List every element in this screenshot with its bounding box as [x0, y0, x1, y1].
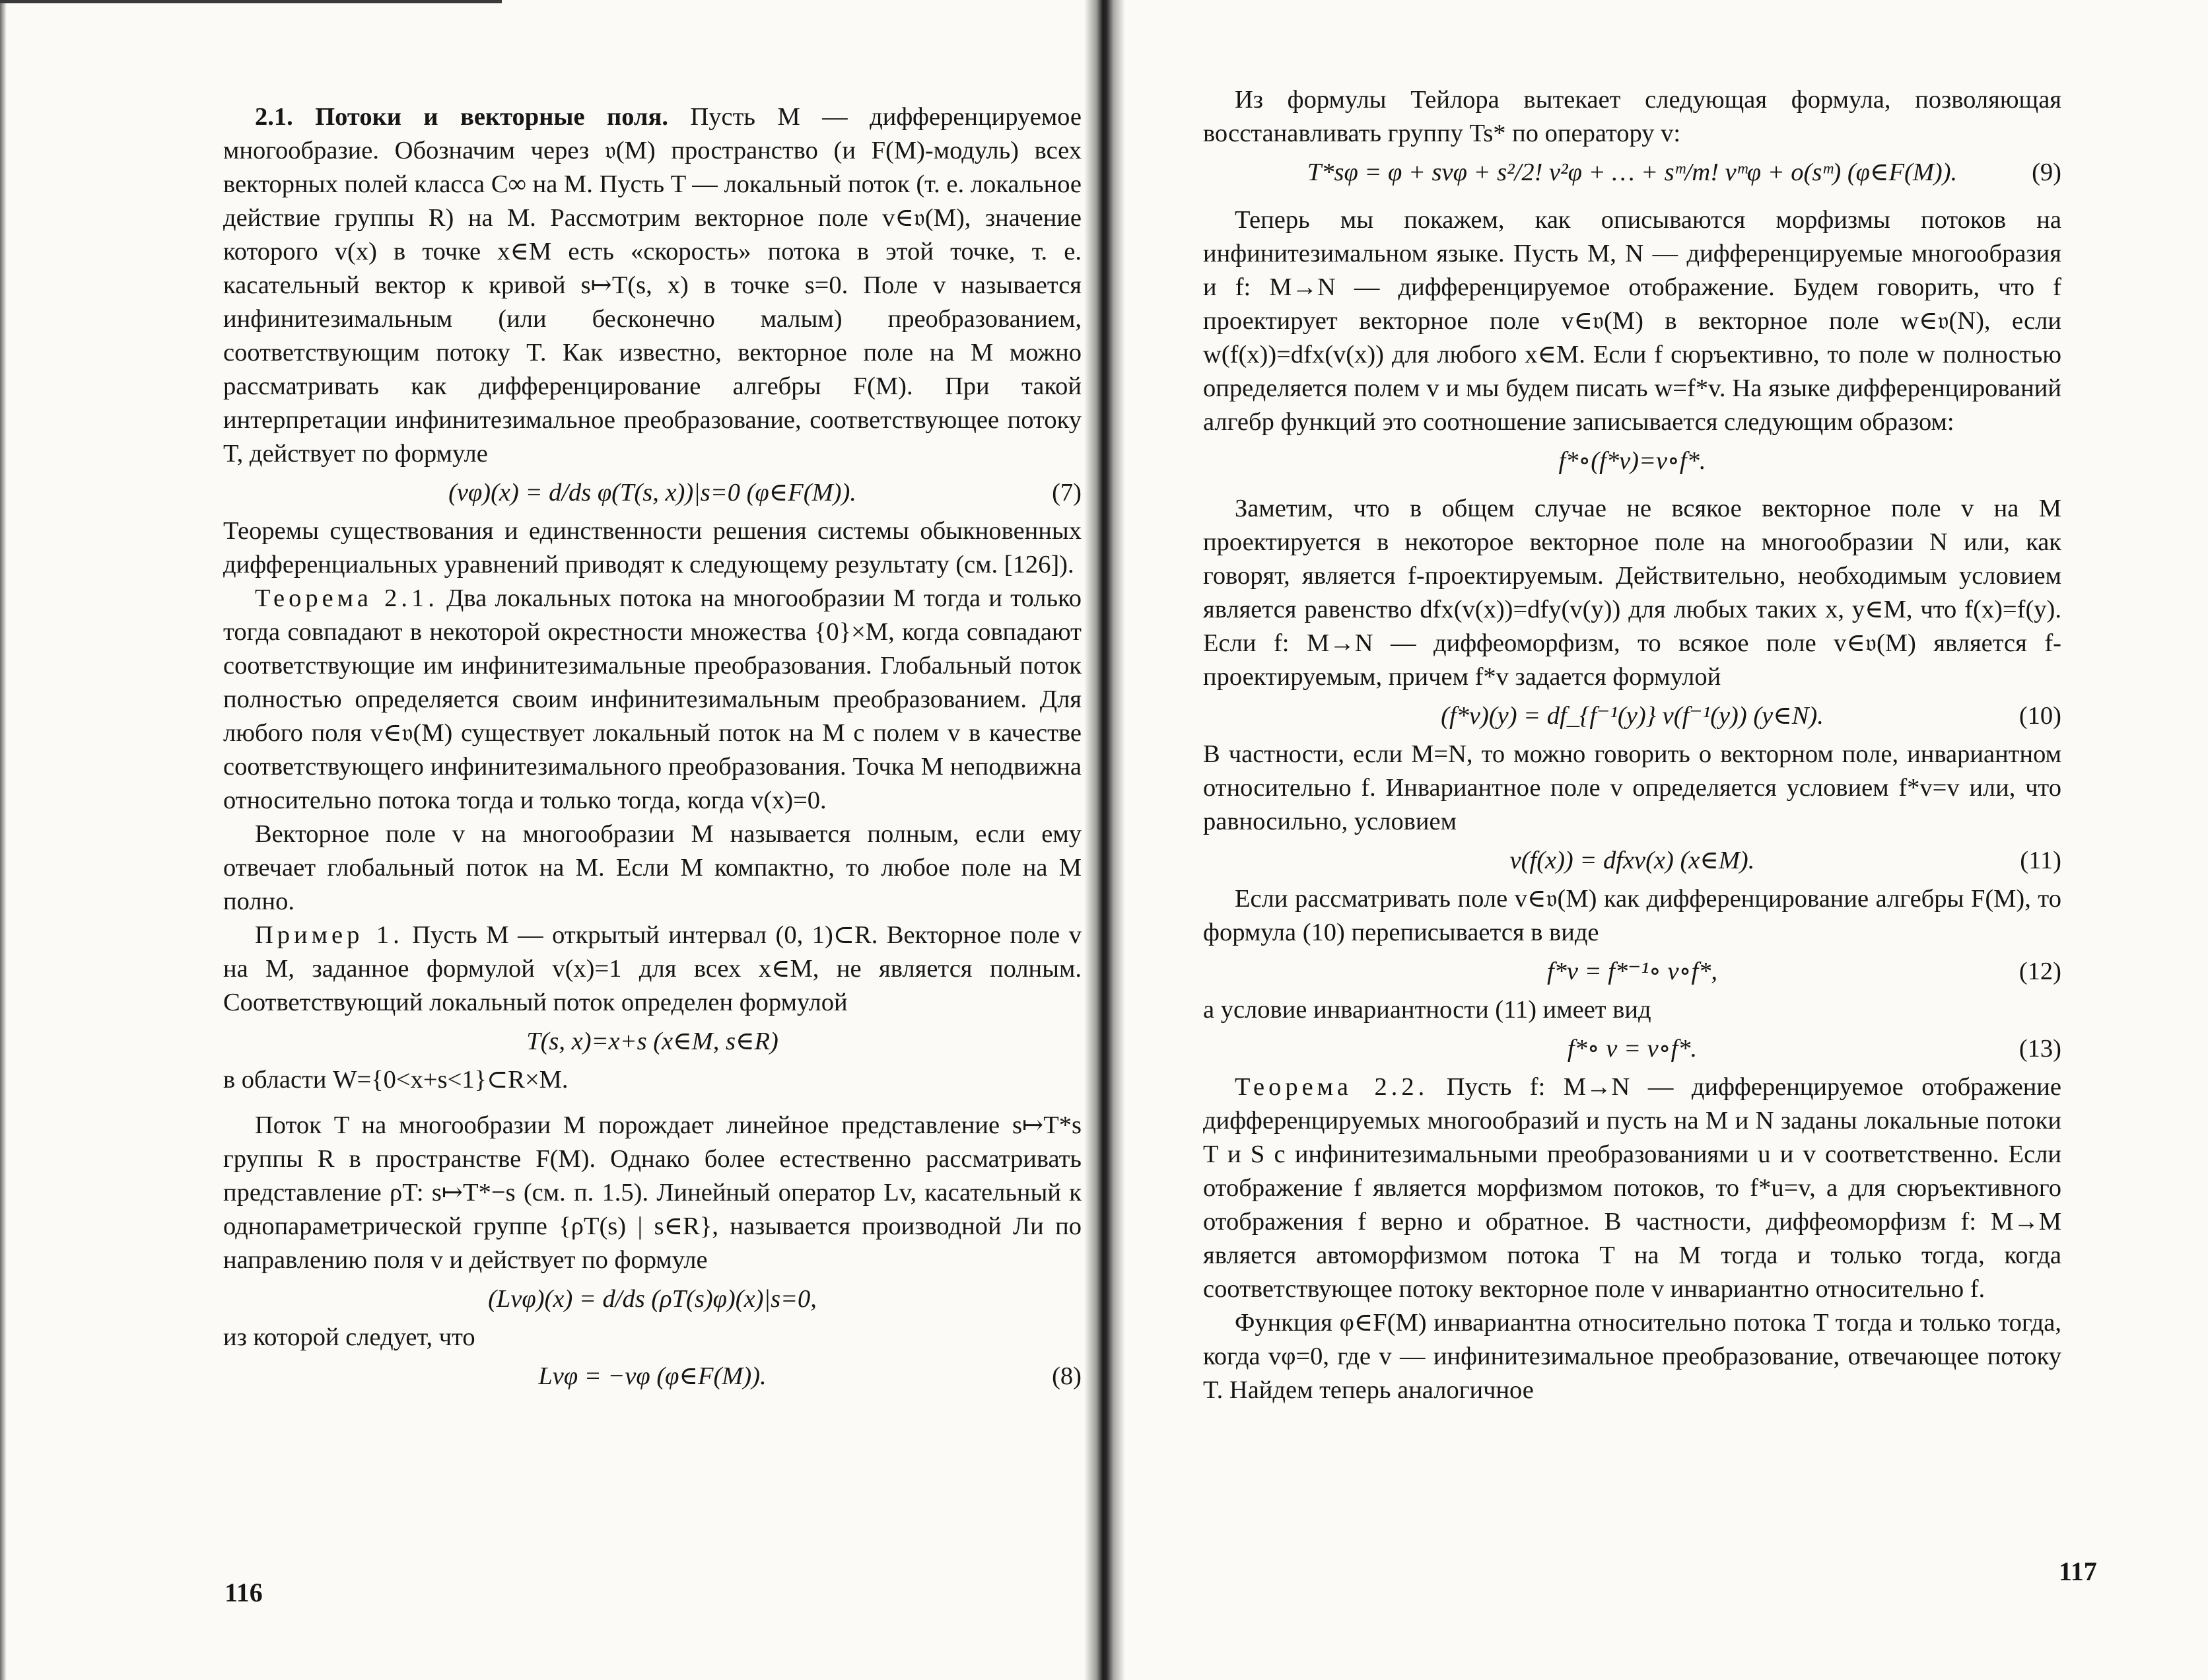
equation-flow-T — [223, 1022, 1082, 1061]
invariant-paragraph: В частности, если M=N, то можно говорить о векторном поле, инвариантном относительно f. Инвариантное поле v определяется условием f*v=v или, что равносильно, условием — [1203, 740, 2061, 835]
page-number-left: 116 — [224, 1578, 263, 1607]
example-1 — [223, 919, 1082, 1020]
equation-8-formula: Lvφ = −vφ (φ∈F(M)). — [538, 1362, 767, 1390]
theorem-2-2 — [1203, 1070, 2061, 1306]
equation-lie-derivative-formula: (Lvφ)(x) = d/ds (ρT(s)φ)(x)|s=0, — [488, 1285, 817, 1313]
equation-12 — [1203, 952, 2061, 991]
invariance-condition-paragraph: а условие инвариантности (11) имеет вид — [1203, 996, 1651, 1024]
left-text-column — [223, 100, 1082, 1398]
equation-11-formula: v(f(x)) = dfxv(x) (x∈M). — [1509, 847, 1755, 874]
equation-flow-T-formula: T(s, x)=x+s (x∈M, s∈R) — [526, 1028, 778, 1055]
equation-composition-formula: f*∘(f*v)=v∘f*. — [1558, 447, 1706, 475]
section-heading: 2.1. Потоки и векторные поля. — [255, 103, 668, 131]
follows-paragraph: из которой следует, что — [223, 1323, 475, 1351]
theorem-2-2-label: Теорема 2.2. — [1235, 1073, 1429, 1101]
theorem-2-1-text: Два локальных потока на многообразии M тогда и только тогда совпадают в некоторой окрестности множества {0}×M, когда совпадают соответствующие им инфинитезимальные преобразования. Глобальный поток полностью определяется своим инфинитезимальным преобразованием. Для любого поля v∈𝔳(M) существует локальный поток на M с полем v в качестве соответствующего инфинитезимального преобразования. Точка M неподвижна относительно потока тогда и только тогда, когда v(x)=0. — [223, 584, 1082, 814]
theorem-2-1 — [223, 582, 1082, 818]
equation-7-formula: (vφ)(x) = d/ds φ(T(s, x))|s=0 (φ∈F(M)). — [448, 479, 856, 507]
equation-11-number: (11) — [2020, 847, 2061, 874]
equation-10 — [1203, 697, 2061, 735]
invariant-function-paragraph: Функция φ∈F(M) инвариантна относительно потока T тогда и только тогда, когда vφ=0, где v — инфинитезимальное преобразование, отвечающее потоку T. Найдем теперь аналогичное — [1203, 1309, 2061, 1404]
equation-9-formula: T*sφ = φ + svφ + s²/2! v²φ + … + sᵐ/m! vᵐφ + o(sᵐ) (φ∈F(M)). — [1307, 158, 1958, 186]
right-text-column — [1203, 83, 2061, 1407]
equation-13-formula: f*∘ v = v∘f*. — [1567, 1035, 1698, 1063]
example-1-text: Пусть M — открытый интервал (0, 1)⊂R. Векторное поле v на M, заданное формулой v(x)=1 для всех x∈M, не является полным. Соответствующий локальный поток определен формулой — [223, 921, 1082, 1016]
equation-8 — [223, 1357, 1082, 1395]
page-edge-shadow — [0, 0, 7, 1680]
equation-8-number: (8) — [1052, 1362, 1082, 1390]
section-paragraph-2-1 — [223, 100, 1082, 471]
page-number-right: 117 — [2059, 1557, 2097, 1586]
equation-10-formula: (f*v)(y) = df_{f⁻¹(y)} v(f⁻¹(y)) (y∈N). — [1441, 702, 1824, 730]
derivation-paragraph: Если рассматривать поле v∈𝔳(M) как дифференцирование алгебры F(M), то формула (10) переписывается в виде — [1203, 885, 2061, 946]
theorem-2-1-label: Теорема 2.1. — [255, 584, 438, 612]
existence-paragraph: Теоремы существования и единственности решения системы обыкновенных дифференциальных уравнений приводят к следующему результату (см. [126]). — [223, 517, 1082, 578]
equation-9 — [1203, 153, 2061, 192]
equation-9-number: (9) — [2032, 158, 2061, 186]
lie-derivative-paragraph: Поток T на многообразии M порождает линейное представление s↦T*s группы R в пространстве F(M). Однако более естественно рассматривать представление ρT: s↦T*−s (см. п. 1.5). Линейный оператор Lv, касательный к однопараметрической группе {ρT(s) | s∈R}, называется производной Ли по направлению поля v и действует по формуле — [223, 1111, 1082, 1274]
equation-7 — [223, 473, 1082, 512]
theorem-2-2-text: Пусть f: M→N — дифференцируемое отображение дифференцируемых многообразий и пусть на M и N заданы локальные потоки T и S с инфинитезимальными преобразованиями u и v соответственно. Если отображение f является морфизмом потоков, то f*u=v, а для сюръективного отображения f верно и обратное. В частности, диффеоморфизм f: M→M является автоморфизмом потока T на M тогда и только тогда, когда соответствующее потоку векторное поле v инвариантно относительно f. — [1203, 1073, 2061, 1303]
taylor-paragraph: Из формулы Тейлора вытекает следующая формула, позволяющая восстанавливать группу Ts* по оператору v: — [1203, 86, 2061, 147]
projectable-paragraph: Заметим, что в общем случае не всякое векторное поле v на M проектируется в некоторое векторное поле на многообразии N или, как говорят, является f-проектируемым. Действительно, необходимым условием является равенство dfx(v(x))=dfy(v(y)) для любых таких x, y∈M, что f(x)=f(y). Если f: M→N — диффеоморфизм, то всякое поле v∈𝔳(M) является f-проектируемым, причем f*v задается формулой — [1203, 495, 2061, 691]
equation-11 — [1203, 841, 2061, 880]
equation-12-formula: f*v = f*⁻¹∘ v∘f*, — [1546, 958, 1718, 985]
equation-12-number: (12) — [2018, 958, 2061, 985]
equation-composition — [1203, 442, 2061, 480]
book-gutter — [1084, 0, 1125, 1680]
equation-13-number: (13) — [2018, 1035, 2061, 1063]
equation-lie-derivative — [223, 1280, 1082, 1318]
page-top-mark — [0, 0, 502, 3]
morphisms-paragraph: Теперь мы покажем, как описываются морфизмы потоков на инфинитезимальном языке. Пусть M, N — дифференцируемые многообразия и f: M→N — дифференцируемое отображение. Будем говорить, что f проектирует векторное поле v∈𝔳(M) в векторное поле w∈𝔳(N), если w(f(x))=dfx(v(x)) для любого x∈M. Если f сюръективно, то поле w полностью определяется полем v и мы будем писать w=f*v. На языке дифференцирований алгебр функций это соотношение записывается следующим образом: — [1203, 206, 2061, 436]
example-1-label: Пример 1. — [255, 921, 403, 949]
section-intro-text: Пусть M — дифференцируемое многообразие. Обозначим через 𝔳(M) пространство (и F(M)-модуль) всех векторных полей класса C∞ на M. Пусть T — локальный поток (т. е. локальное действие группы R) на M. Рассмотрим векторное поле v∈𝔳(M), значение которого v(x) в точке x∈M есть «скорость» потока в этой точке, т. е. касательный вектор к кривой s↦T(s, x) в точке s=0. Поле v называется инфинитезимальным (или бесконечно малым) преобразованием, соответствующим потоку T. Как известно, векторное поле на M можно рассматривать как дифференцирование алгебры F(M). При такой интерпретации инфинитезимальное преобразование, соответствующее потоку T, действует по формуле — [223, 103, 1082, 468]
complete-field-paragraph: Векторное поле v на многообразии M называется полным, если ему отвечает глобальный поток на M. Если M компактно, то любое поле на M полно. — [223, 820, 1082, 915]
domain-paragraph: в области W={0<x+s<1}⊂R×M. — [223, 1066, 569, 1094]
equation-10-number: (10) — [2018, 702, 2061, 730]
equation-13 — [1203, 1030, 2061, 1068]
equation-7-number: (7) — [1052, 479, 1082, 507]
